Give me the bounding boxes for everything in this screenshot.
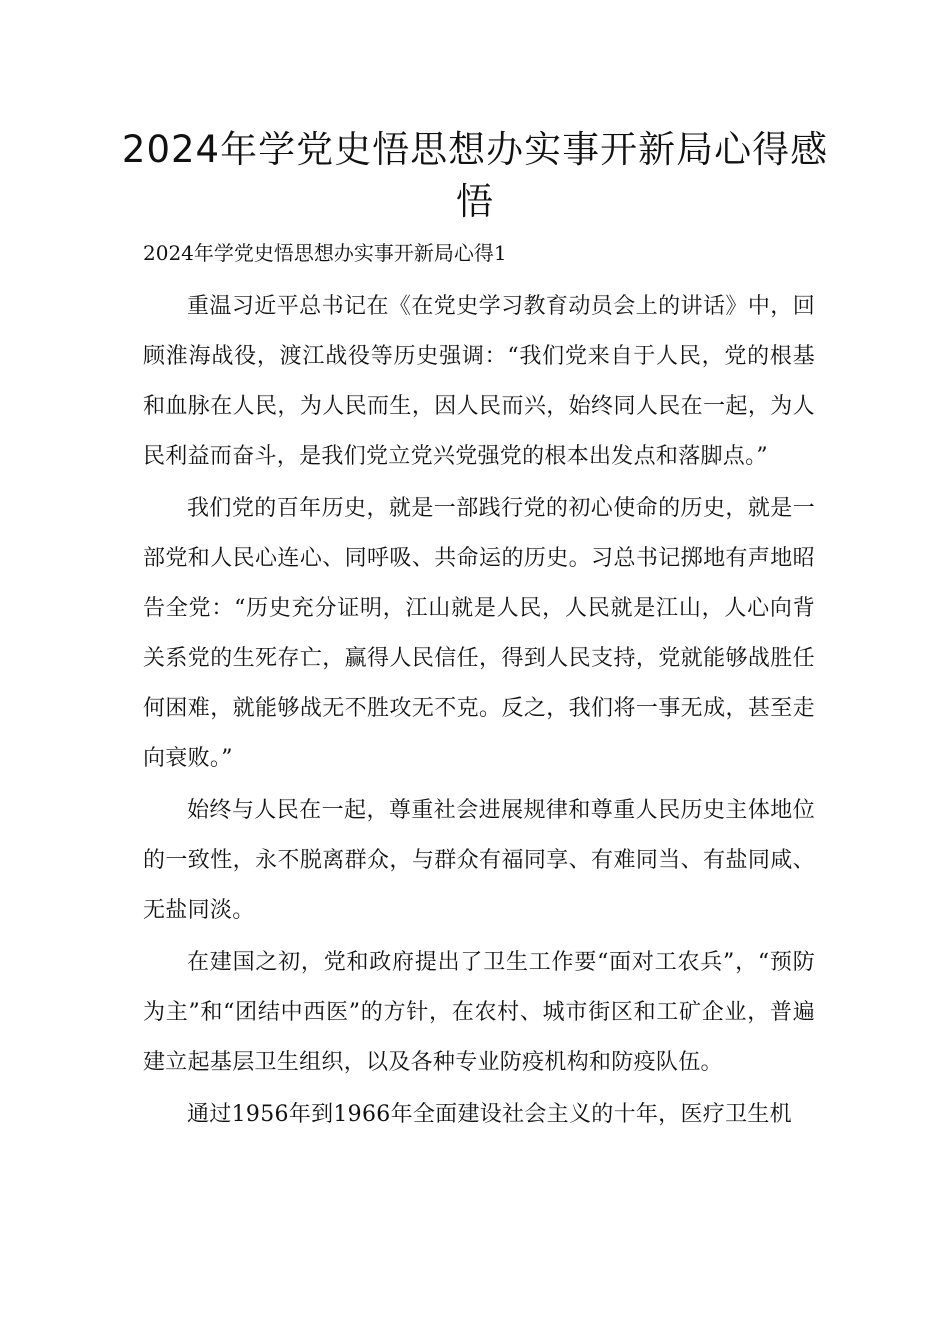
- paragraph: 重温习近平总书记在《在党史学习教育动员会上的讲话》中，回顾淮海战役，渡江战役等历史强调：“我们党来自于人民，党的根基和血脉在人民，为人民而生，因人民而兴，始终同人民在一起，为人民利益而奋斗，是我们党立党兴党强党的根本出发点和落脚点。”: [143, 294, 815, 469]
- paragraph: 通过1956年到1966年全面建设社会主义的十年，医疗卫生机: [187, 1102, 792, 1127]
- paragraph: 我们党的百年历史，就是一部践行党的初心使命的历史，就是一部党和人民心连心、同呼吸、共命运的历史。习总书记掷地有声地昭告全党：“历史充分证明，江山就是人民，人民就是江山，人心向背关系党的生死存亡，赢得人民信任，得到人民支持，党就能够战胜任何困难，就能够战无不胜攻无不克。反之，我们将一事无成，甚至走向衰败。”: [143, 496, 815, 771]
- document-body: [143, 282, 815, 1142]
- document-title: 2024年学党史悟思想办实事开新局心得感悟: [121, 128, 829, 223]
- document-subtitle: 2024年学党史悟思想办实事开新局心得1: [143, 241, 507, 265]
- paragraph: 始终与人民在一起，尊重社会进展规律和尊重人民历史主体地位的一致性，永不脱离群众，与群众有福同享、有难同当、有盐同咸、无盐同淡。: [143, 798, 815, 923]
- paragraph: 在建国之初，党和政府提出了卫生工作要“面对工农兵”，“预防为主”和“团结中西医”的方针，在农村、城市街区和工矿企业，普遍建立起基层卫生组织，以及各种专业防疫机构和防疫队伍。: [143, 950, 815, 1075]
